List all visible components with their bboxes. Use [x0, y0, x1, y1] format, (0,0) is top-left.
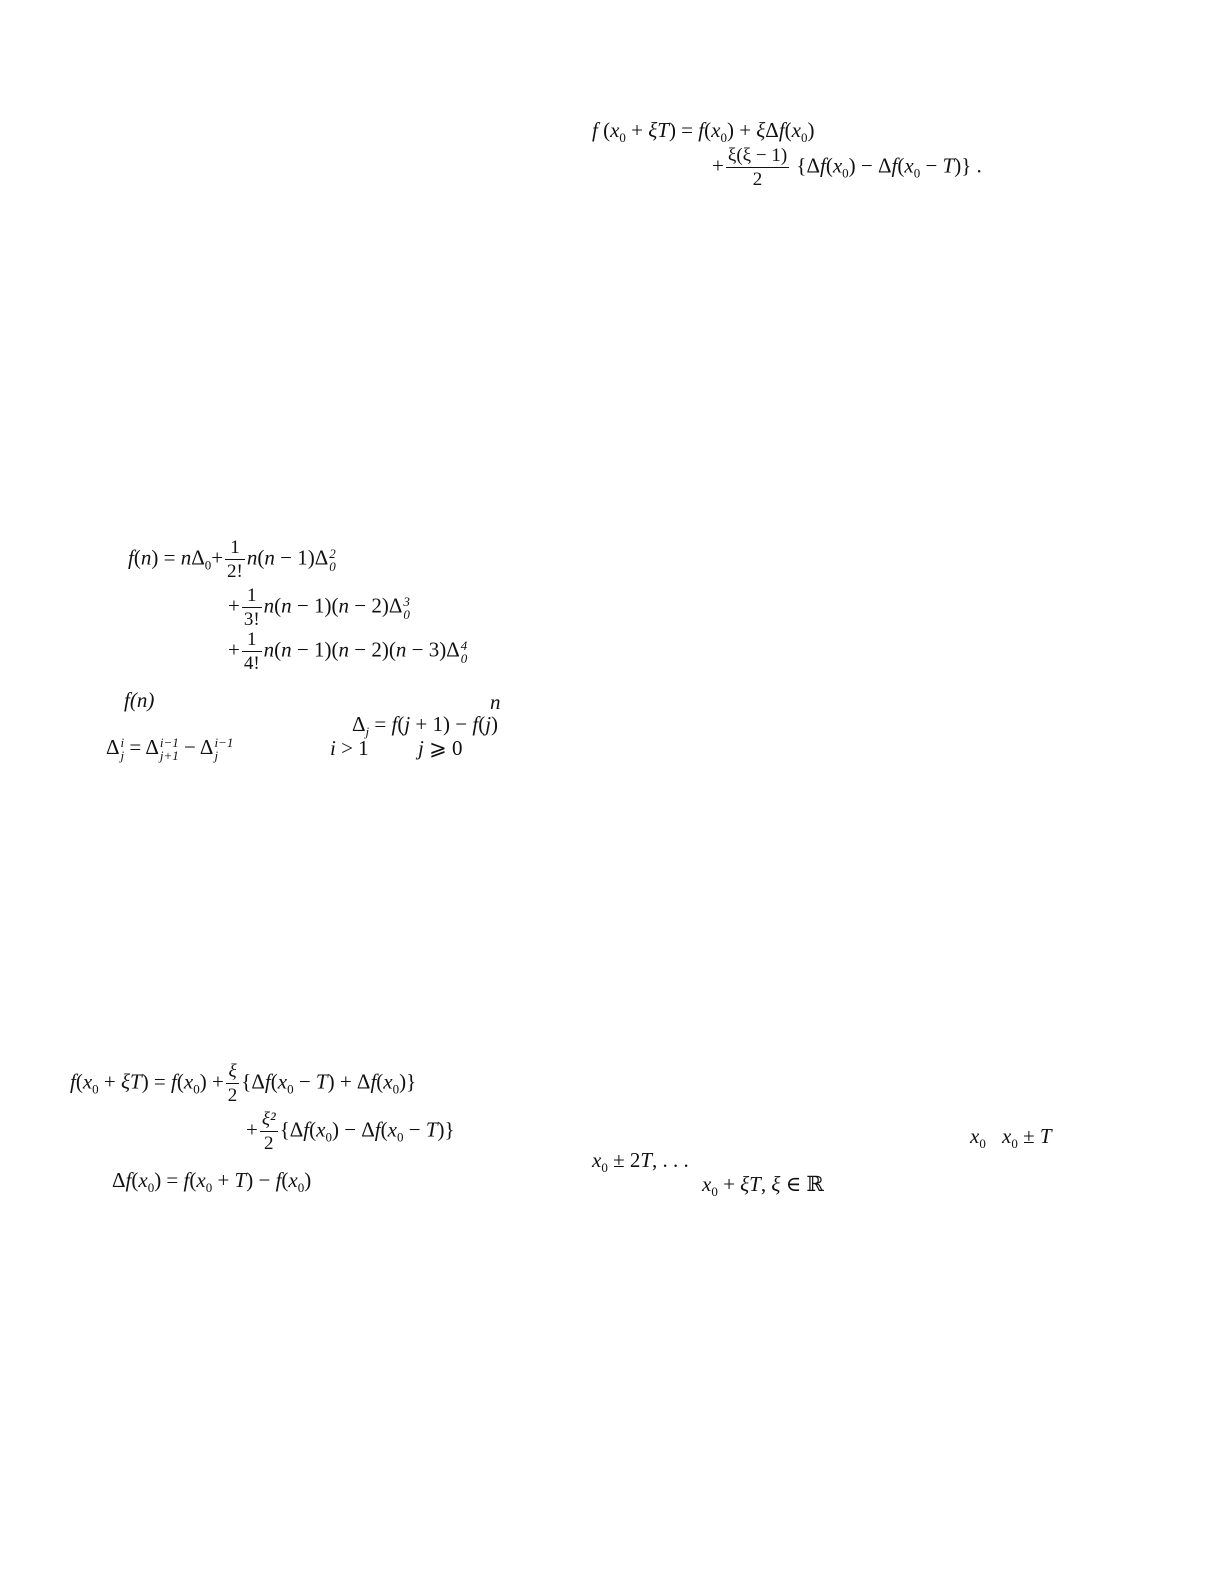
newton-fraction-3: $\frac{1}{4!}$	[243, 629, 260, 674]
newton-line3: + $\frac{1}{4!}$ n(n − 1)(n − 2)(n − 3)Δ 4 0	[228, 629, 468, 674]
n-label: n	[490, 690, 501, 714]
top-equation-line2: + $\frac{\xi(\xi - 1)}{2}$ $\{\Delta f(x_0) - \Delta f(x_0 - T)\}$ .	[712, 145, 982, 190]
bottom-equation-line2: + $\frac{\text{ξ²}}{2}$ $\{\Delta f(x_0) - \Delta f(x_0 - T)\}$	[246, 1109, 455, 1154]
newton-fraction-1: $\frac{1}{2!}$	[227, 537, 243, 582]
top-fraction: $\frac{\xi(\xi - 1)}{2}$	[727, 145, 788, 190]
fn-label: f(n)	[124, 688, 155, 712]
bottom-delta-definition: $\Delta f(x_0) = f(x_0 + T) - f(x_0)$	[112, 1168, 312, 1196]
right-x0-pm-2T: $x_0 \pm 2T$, . . .	[592, 1148, 689, 1176]
j-condition: j ⩾ 0	[418, 736, 463, 760]
right-x0-xiT: $x_0 + \xi T$, ξ ∈ ℝ	[702, 1172, 824, 1200]
bottom-fraction-2: $\frac{\text{ξ²}}{2}$	[261, 1109, 276, 1154]
delta-j-definition: $\Delta_j = f(j + 1) - f(j)$	[352, 712, 499, 740]
bottom-fraction-1: $\frac{\xi}{2}$	[227, 1061, 238, 1106]
bottom-equation-line1: $f(x_0 + \xi T) = f(x_0)$ + $\frac{\xi}{2}$ $\{\Delta f(x_0 - T) + \Delta f(x_0)\}$	[70, 1061, 417, 1106]
right-x0: $x_0$	[970, 1124, 986, 1152]
i-condition: i > 1	[330, 736, 369, 760]
newton-line2: + $\frac{1}{3!}$ n(n − 1)(n − 2)Δ 3 0	[228, 585, 410, 630]
right-x0-pm-T: $x_0 \pm T$	[1002, 1124, 1052, 1152]
newton-fraction-2: $\frac{1}{3!}$	[243, 585, 260, 630]
top-equation-line1: f $(x_0 + \xi T) = f(x_0) + \xi\Delta f(x_0)$	[592, 118, 815, 146]
delta-ij-definition: Δ i j = Δ i−1 j+1 − Δ i−1 j	[106, 734, 234, 763]
newton-line1: $f(n) = n\Delta_0+$ $\frac{1}{2!}$ n(n − 1)Δ 2 0	[128, 537, 336, 582]
